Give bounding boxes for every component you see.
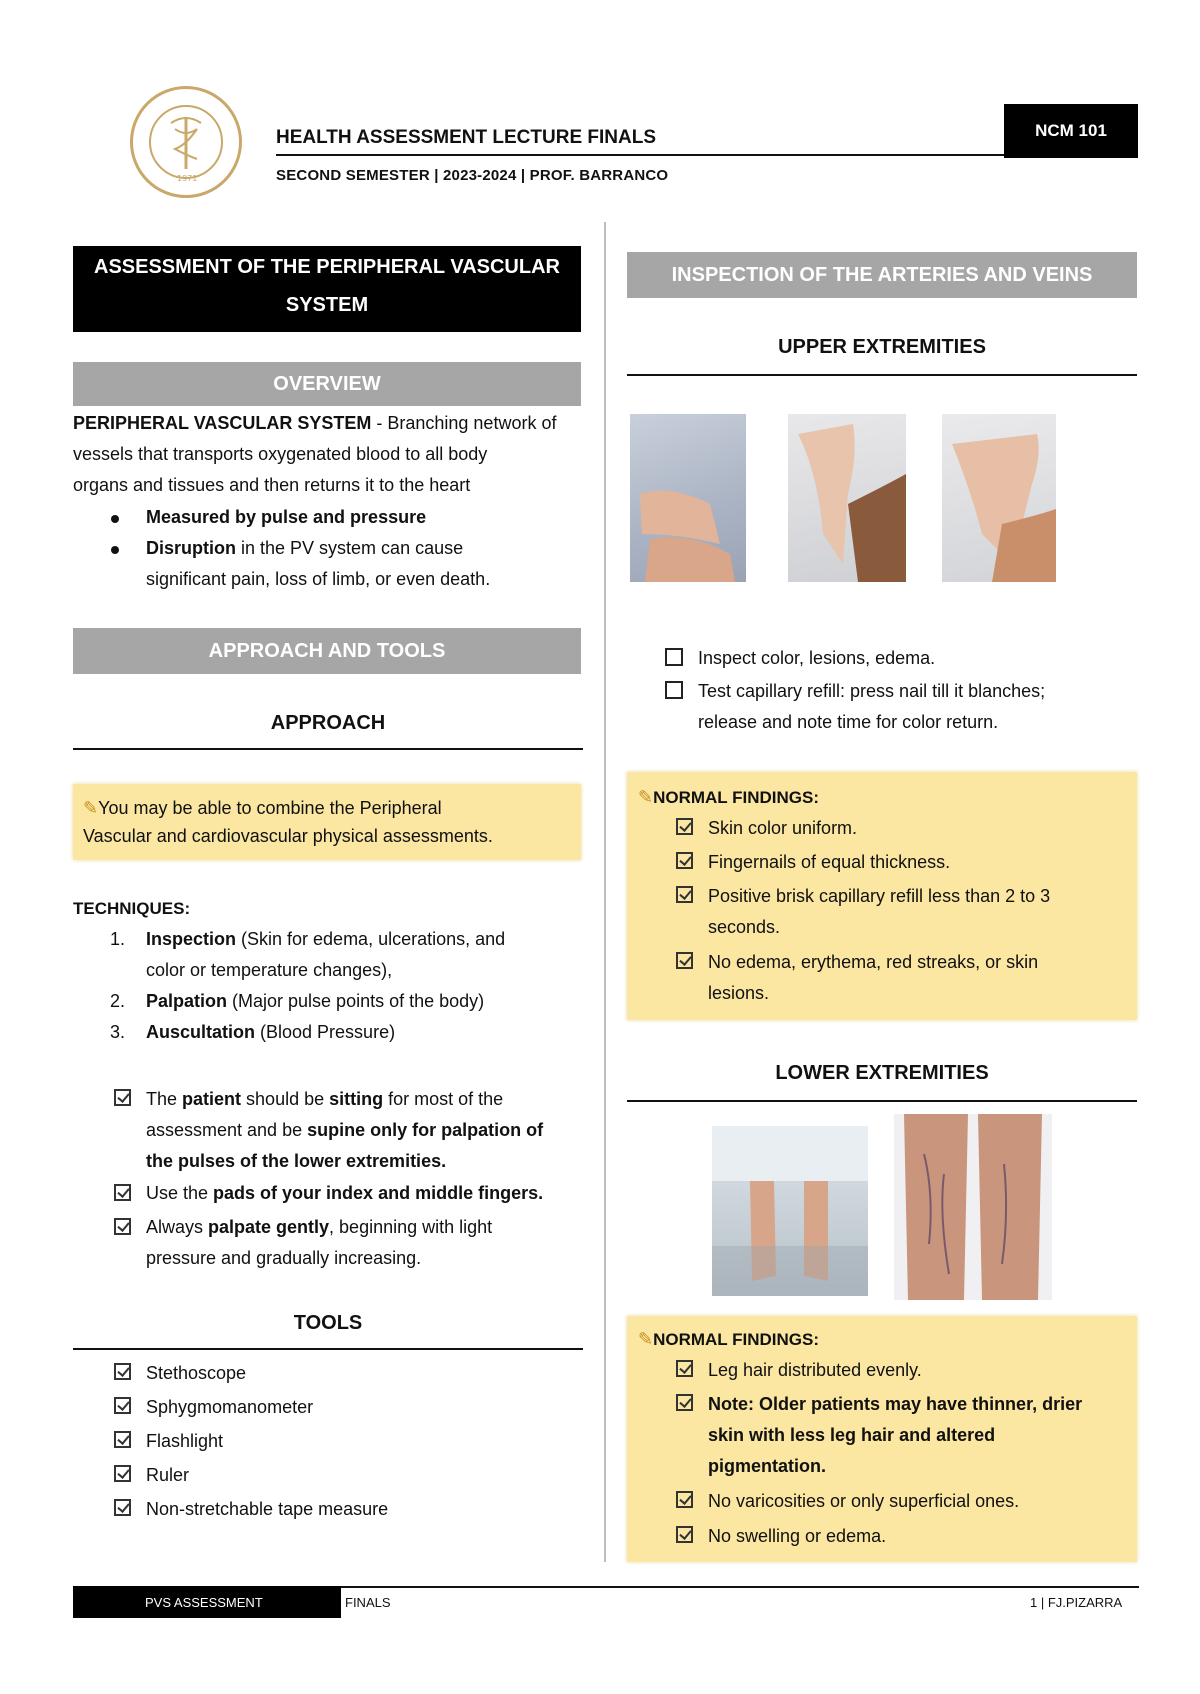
memo-pencil-icon: ✎ (83, 798, 99, 818)
lower-finding-note: Note: Older patients may have thinner, drier skin with less leg hair and altered pigmentation. (708, 1394, 1083, 1476)
checkbox-checked-icon (114, 1499, 131, 1516)
lower-findings-label: ✎NORMAL FINDINGS: (638, 1329, 819, 1349)
finger-pads-tip: Use the pads of your index and middle fingers. (146, 1183, 544, 1203)
bullet-icon (111, 546, 119, 554)
upper-finding-item: Positive brisk capillary refill less than 2 to 3 seconds. (708, 886, 1051, 937)
footer-section-label: PVS ASSESSMENT (73, 1586, 341, 1618)
photo-legs-varicose (894, 1114, 1052, 1300)
document-subtitle: SECOND SEMESTER | 2023-2024 | PROF. BARRANCO (276, 167, 669, 184)
approach-tools-heading: APPROACH AND TOOLS (73, 628, 581, 674)
checkbox-checked-icon (114, 1397, 131, 1414)
overview-heading: OVERVIEW (73, 362, 581, 406)
tool-item: Non-stretchable tape measure (114, 1492, 388, 1526)
approach-heading: APPROACH (73, 712, 583, 750)
checkbox-checked-icon (676, 852, 693, 869)
lower-extremities-heading: LOWER EXTREMITIES (627, 1062, 1137, 1102)
tool-item: Sphygmomanometer (114, 1390, 388, 1424)
overview-definition: PERIPHERAL VASCULAR SYSTEM - Branching network of vessels that transports oxygenated blood to all body organs and tissues and then returns it to the heart (73, 413, 557, 495)
bullet-icon (111, 515, 119, 523)
header-rule (276, 154, 1006, 156)
checkbox-checked-icon (114, 1089, 131, 1106)
photo-capillary-refill (788, 414, 906, 582)
technique-item: 3. Auscultation (Blood Pressure) (110, 1022, 396, 1042)
techniques-list: 1. Inspection (Skin for edema, ulcerations, and color or temperature changes), 2. Palpation (Major pulse points of the body) 3. Auscultation (Blood Pressure) (110, 924, 590, 1048)
checkbox-checked-icon (114, 1184, 131, 1201)
techniques-label: TECHNIQUES: (73, 899, 191, 918)
checkbox-empty-icon (665, 681, 683, 699)
footer-term: FINALS (345, 1595, 391, 1610)
lower-finding-item: No swelling or edema. (708, 1526, 887, 1546)
lower-finding-item: Leg hair distributed evenly. (708, 1360, 922, 1380)
column-divider (604, 222, 606, 1562)
main-section-title: ASSESSMENT OF THE PERIPHERAL VASCULAR SYSTEM (73, 246, 581, 332)
upper-finding-item: Skin color uniform. (708, 818, 858, 838)
checkbox-checked-icon (676, 886, 693, 903)
upper-todo-capillary: Test capillary refill: press nail till it blanches; release and note time for color return. (698, 681, 1046, 732)
lower-finding-item: No varicosities or only superficial ones. (708, 1491, 1020, 1511)
tools-list (114, 1356, 388, 1526)
upper-finding-item: No edema, erythema, red streaks, or skin lesions. (708, 952, 1039, 1003)
checkbox-checked-icon (114, 1465, 131, 1482)
upper-finding-item: Fingernails of equal thickness. (708, 852, 951, 872)
footer-page-author: 1 | FJ.PIZARRA (1030, 1595, 1123, 1610)
tools-heading: TOOLS (73, 1312, 583, 1350)
footer-rule (341, 1586, 1139, 1588)
memo-pencil-icon: ✎ (638, 1329, 654, 1349)
overview-bullet-disruption: Disruption in the PV system can cause significant pain, loss of limb, or even death. (146, 538, 491, 589)
approach-note: ✎You may be able to combine the Peripheral Vascular and cardiovascular physical assessments. (73, 784, 581, 860)
checkbox-checked-icon (676, 1491, 693, 1508)
checkbox-checked-icon (676, 1394, 693, 1411)
checkbox-empty-icon (665, 648, 683, 666)
technique-item: 1. Inspection (Skin for edema, ulcerations, and (110, 929, 506, 949)
upper-findings-label: ✎NORMAL FINDINGS: (638, 787, 819, 807)
checkbox-checked-icon (676, 952, 693, 969)
photo-nail-press (942, 414, 1056, 582)
checkbox-checked-icon (676, 1360, 693, 1377)
memo-pencil-icon: ✎ (638, 787, 654, 807)
positioning-tip: The patient should be sitting for most of the assessment and be supine only for palpation of the pulses of the lower extremities. (146, 1089, 544, 1171)
school-seal-logo (130, 86, 242, 198)
inspection-heading: INSPECTION OF THE ARTERIES AND VEINS (627, 252, 1137, 298)
checkbox-checked-icon (114, 1431, 131, 1448)
checkbox-checked-icon (114, 1363, 131, 1380)
tool-item: Ruler (114, 1458, 388, 1492)
tool-item: Flashlight (114, 1424, 388, 1458)
checkbox-checked-icon (676, 1526, 693, 1543)
course-code-badge: NCM 101 (1004, 104, 1138, 158)
document-title: HEALTH ASSESSMENT LECTURE FINALS (276, 127, 657, 148)
technique-item: 2. Palpation (Major pulse points of the body) (110, 991, 485, 1011)
upper-extremities-heading: UPPER EXTREMITIES (627, 336, 1137, 376)
palpate-gently-tip: Always palpate gently, beginning with light pressure and gradually increasing. (146, 1217, 493, 1268)
photo-hands-inspection (630, 414, 746, 582)
checkbox-checked-icon (676, 818, 693, 835)
photo-legs-supine (712, 1126, 868, 1296)
upper-todo-inspect: Inspect color, lesions, edema. (698, 648, 936, 668)
checkbox-checked-icon (114, 1218, 131, 1235)
overview-bullet-measured: Measured by pulse and pressure (146, 507, 427, 527)
tool-item: Stethoscope (114, 1356, 388, 1390)
svg-text:1971: 1971 (177, 174, 198, 183)
